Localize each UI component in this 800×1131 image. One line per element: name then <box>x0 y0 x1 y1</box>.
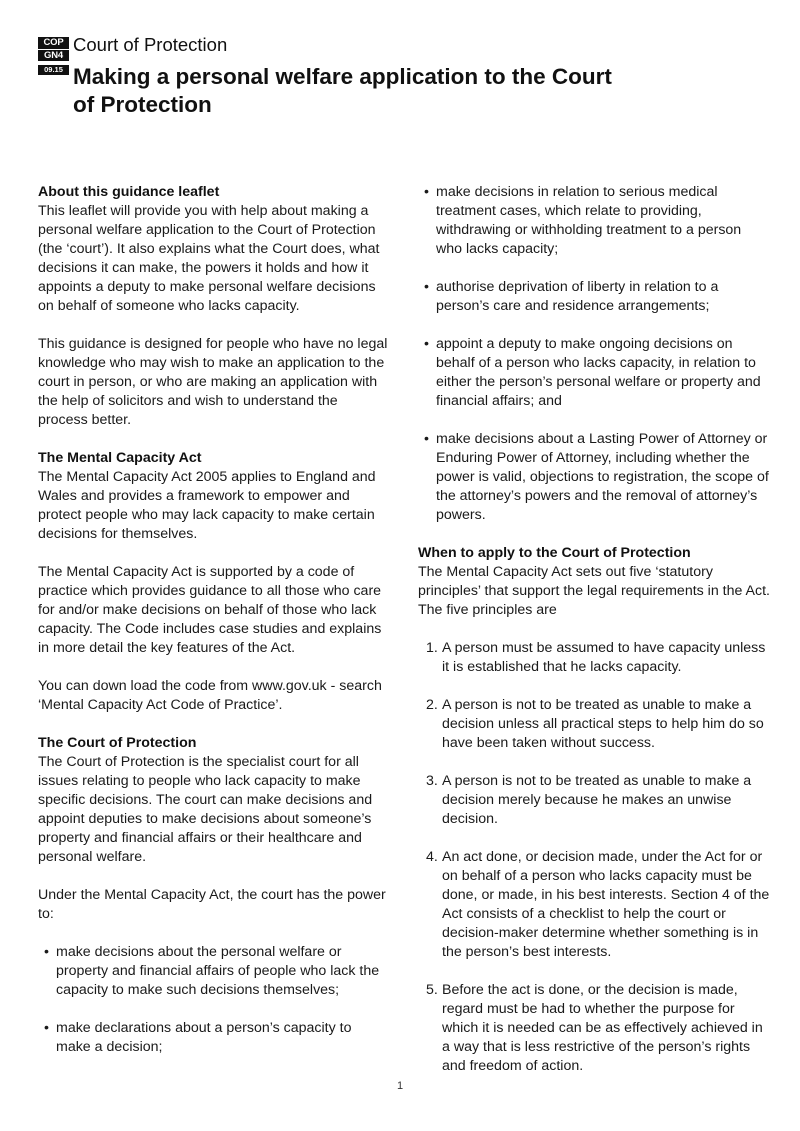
mca-paragraph-3: You can down load the code from www.gov.uk - search ‘Mental Capacity Act Code of Practice’. <box>38 678 382 713</box>
principle-item <box>418 772 770 829</box>
mca-paragraph-1: The Mental Capacity Act 2005 applies to England and Wales and provides a framework to empower and protect people who may lack capacity to make certain decisions for themselves. <box>38 469 376 542</box>
principle-text: A person is not to be treated as unable to make a decision merely because he makes an unwise decision. <box>442 773 752 827</box>
powers-list <box>38 943 388 1057</box>
mca-paragraph-2: The Mental Capacity Act is supported by a code of practice which provides guidance to all those who care for and/or make decisions on behalf of those who lack capacity. The Code includes case studies and explains in more detail the key features of the Act. <box>38 564 382 656</box>
principle-number: 3. <box>426 773 438 789</box>
principle-number: 5. <box>426 982 438 998</box>
principle-text: Before the act is done, or the decision is made, regard must be had to whether the purpose for which it is needed can be as effectively achieved in a way that is less restrictive of the person’s rights and freedom of action. <box>442 982 763 1074</box>
page-number: 1 <box>396 1080 404 1092</box>
list-item: • appoint a deputy to make ongoing decisions on behalf of a person who lacks capacity, in relation to either the person’s personal welfare or property and financial affairs; and <box>418 335 770 411</box>
principle-item <box>418 696 770 753</box>
principle-item <box>418 981 770 1076</box>
principle-text: A person is not to be treated as unable to make a decision unless all practical steps to help him do so have been taken without success. <box>442 697 764 751</box>
left-column <box>38 183 388 1076</box>
list-item: • authorise deprivation of liberty in relation to a person’s care and residence arrangements; <box>418 278 770 316</box>
list-item: • make decisions about the personal welfare or property and financial affairs of people who lack the capacity to make such decisions themselves; <box>38 943 388 1000</box>
principle-text: A person must be assumed to have capacity unless it is established that he lacks capacity. <box>442 640 766 675</box>
principle-item <box>418 848 770 962</box>
cop-paragraph-1: The Court of Protection is the specialist court for all issues relating to people who lack capacity to make specific decisions. The court can make decisions and appoint deputies to make decisions about someone’s property and financial affairs or their healthcare and personal welfare. <box>38 754 373 865</box>
about-paragraph-1: This leaflet will provide you with help about making a personal welfare application to the Court of Protection (the ‘court’). It also explains what the Court does, what decisions it can make, the powers it holds and how it appoints a deputy to make personal welfare decisions on behalf of someone who lacks capacity. <box>38 203 380 314</box>
when-paragraph-1: The Mental Capacity Act sets out five ‘statutory principles’ that support the legal requirements in the Act. The five principles are <box>418 564 770 618</box>
principle-number: 4. <box>426 849 438 865</box>
powers-list-continued <box>418 183 770 525</box>
form-code-badge <box>38 37 69 75</box>
about-heading: About this guidance leaflet <box>38 184 220 200</box>
when-heading: When to apply to the Court of Protection <box>418 545 691 561</box>
principle-number: 1. <box>426 640 438 656</box>
principles-list <box>418 639 770 1076</box>
badge-cop: COP <box>38 37 69 49</box>
right-column <box>418 183 770 1095</box>
badge-gn4: GN4 <box>38 50 69 61</box>
court-label: Court of Protection <box>73 34 228 55</box>
list-item: • make decisions about a Lasting Power of Attorney or Enduring Power of Attorney, including whether the power is valid, objections to registration, the scope of the attorney’s powers and the removal of attorney’s powers. <box>418 430 770 525</box>
list-item: • make decisions in relation to serious medical treatment cases, which relate to providing, withdrawing or withholding treatment to a person who lacks capacity; <box>418 183 770 259</box>
cop-heading: The Court of Protection <box>38 735 197 751</box>
about-paragraph-2: This guidance is designed for people who have no legal knowledge who may wish to make an application to the court in person, or who are making an application with the help of solicitors and wish to understand the process better. <box>38 336 388 428</box>
list-item: • make declarations about a person’s capacity to make a decision; <box>38 1019 388 1057</box>
cop-paragraph-2: Under the Mental Capacity Act, the court has the power to: <box>38 887 386 922</box>
badge-date: 09.15 <box>38 65 69 75</box>
mca-heading: The Mental Capacity Act <box>38 450 202 466</box>
principle-text: An act done, or decision made, under the Act for or on behalf of a person who lacks capacity must be done, or made, in his best interests. Section 4 of the Act consists of a checklist to help the court or decision-maker determine whether something is in the person’s best interests. <box>442 849 770 960</box>
page-title: Making a personal welfare application to the Court of Protection <box>73 64 612 117</box>
principle-number: 2. <box>426 697 438 713</box>
principle-item <box>418 639 770 677</box>
